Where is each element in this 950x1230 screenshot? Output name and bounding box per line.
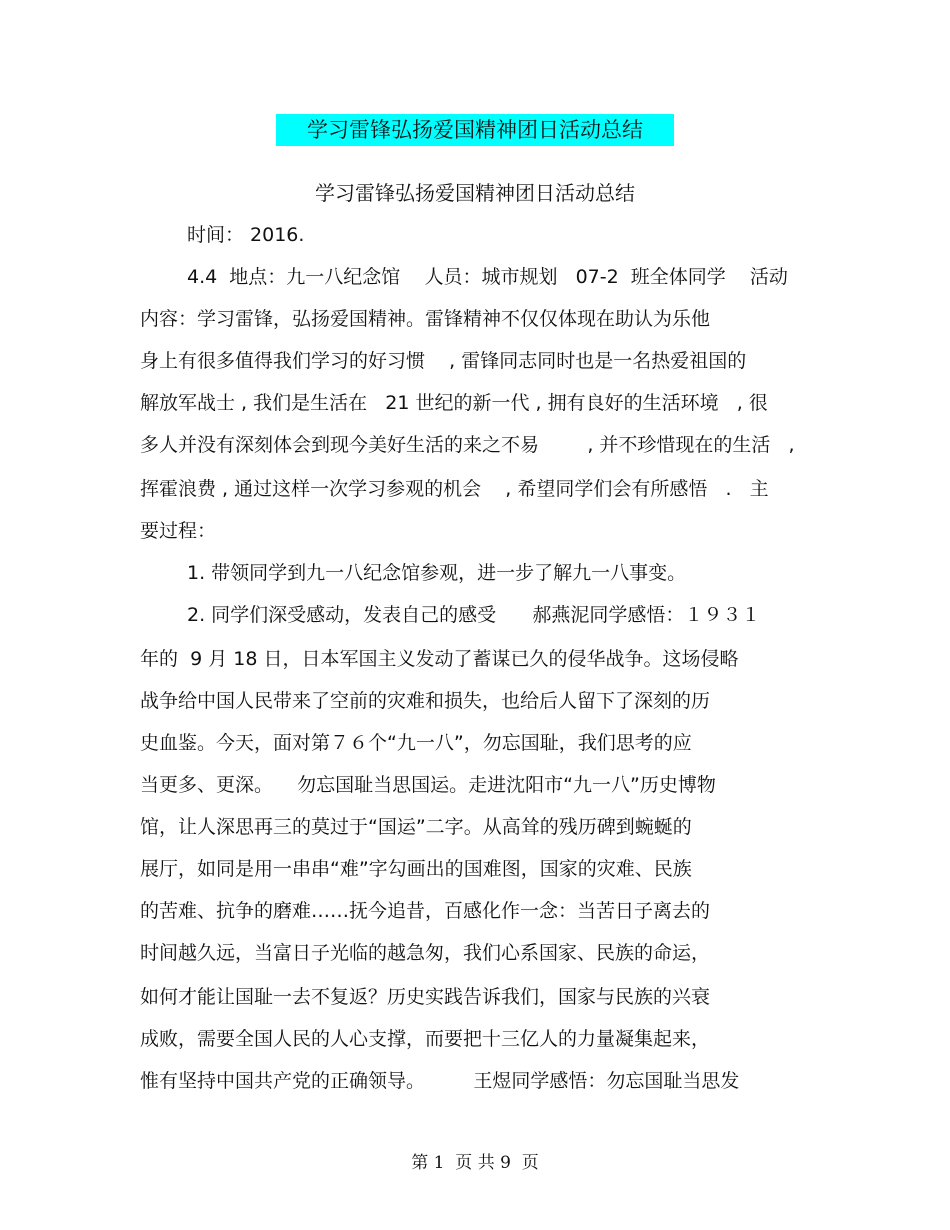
text-line: 战争给中国人民带来了空前的灾难和损失，也给后人留下了深刻的历 — [140, 690, 711, 712]
text-line: 如何才能让国耻一去不复返？历史实践告诉我们，国家与民族的兴衰 — [140, 986, 711, 1008]
text-line: 2. 同学们深受感动，发表自己的感受 郝燕泥同学感悟：１９３１ — [187, 604, 761, 626]
text-line: 时间越久远，当富日子光临的越急匆，我们心系国家、民族的命运， — [140, 942, 711, 964]
text-line: 馆，让人深思再三的莫过于“国运”二字。从高耸的残历碑到蜿蜒的 — [140, 816, 692, 838]
text-line: 时间： 2016. — [187, 224, 305, 246]
document-subtitle: 学习雷锋弘扬爱国精神团日活动总结 — [315, 181, 635, 205]
text-line: 4.4 地点：九一八纪念馆 人员：城市规划 07-2 班全体同学 活动 — [187, 266, 788, 288]
text-line: 成败，需要全国人民的人心支撑，而要把十三亿人的力量凝集起来， — [140, 1028, 711, 1050]
highlighted-title: 学习雷锋弘扬爱国精神团日活动总结 — [276, 114, 674, 146]
text-line: 展厅，如同是用一串串“难”字勾画出的国难图，国家的灾难、民族 — [140, 858, 692, 880]
text-line: 的苦难、抗争的磨难……抚今追昔，百感化作一念：当苦日子离去的 — [140, 900, 711, 922]
text-line: 挥霍浪费 , 通过这样一次学习参观的机会 , 希望同学们会有所感悟 . 主 — [140, 478, 769, 500]
text-line: 惟有坚持中国共产党的正确领导。 王煜同学感悟：勿忘国耻当思发 — [140, 1070, 740, 1092]
text-line: 1. 带领同学到九一八纪念馆参观，进一步了解九一八事变。 — [187, 562, 687, 584]
text-line: 身上有很多值得我们学习的好习惯 , 雷锋同志同时也是一名热爱祖国的 — [140, 350, 747, 372]
text-line: 当更多、更深。 勿忘国耻当思国运。走进沈阳市“九一八”历史博物 — [140, 774, 716, 796]
text-line: 内容：学习雷锋，弘扬爱国精神。雷锋精神不仅仅体现在助认为乐他 — [140, 308, 711, 330]
text-line: 年的 9 月 18 日，日本军国主义发动了蓄谋已久的侵华战争。这场侵略 — [140, 648, 739, 670]
text-line: 要过程： — [140, 520, 217, 542]
text-line: 多人并没有深刻体会到现今美好生活的来之不易 , 并不珍惜现在的生活 , — [140, 434, 795, 456]
page-number-footer: 第 1 页 共 9 页 — [411, 1153, 539, 1173]
text-line: 解放军战士 , 我们是生活在 21 世纪的新一代 , 拥有良好的生活环境 , 很 — [140, 392, 768, 414]
text-line: 史血鉴。今天，面对第７６个“九一八”，勿忘国耻，我们思考的应 — [140, 732, 692, 754]
